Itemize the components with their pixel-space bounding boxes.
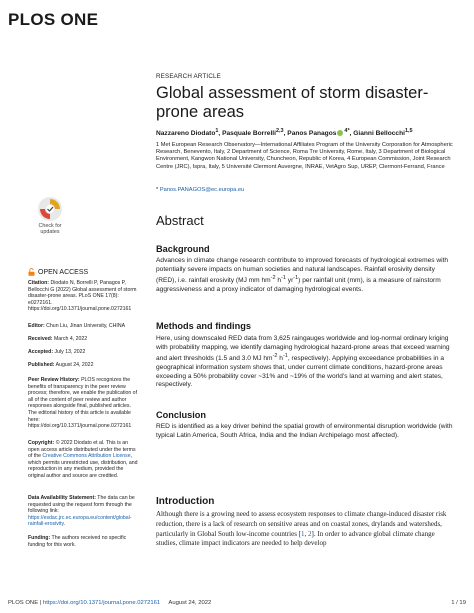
open-access-badge	[28, 268, 88, 276]
open-access-label: OPEN ACCESS	[38, 268, 89, 276]
background-heading: Background	[156, 244, 210, 254]
corresponding-email: * Panos.PANAGOS@ec.europa.eu	[156, 187, 245, 193]
author-list: Nazzareno Diodato$^1$, Pasquale Borrelli$^{2,3}$, Panos Panagos $^{4*}$, Gianni Bellocchi$^{1,5}$	[156, 128, 413, 138]
data-link[interactable]: https://esdac.jrc.ec.europa.eu/content/global-rainfall-erosivity	[28, 514, 132, 528]
data-availability: Data Availability Statement: The data can be requested using the request form through the following link: https://esdac.jrc.ec.europa.eu/content/global-rainfall-erosivity.	[28, 495, 135, 528]
license-link[interactable]: Creative Commons Attribution License	[42, 453, 131, 460]
footer-journal: PLOS ONE	[8, 600, 39, 606]
published-date: Published: August 24, 2022	[28, 362, 94, 368]
orcid-icon[interactable]	[337, 130, 343, 136]
funding: Funding: The authors received no specific funding for this work.	[28, 535, 127, 548]
journal-logo: PLOS ONE	[8, 10, 99, 29]
introduction-heading: Introduction	[156, 496, 215, 507]
peer-review-history: Peer Review History: PLOS recognizes the benefits of transparency in the peer review process; therefore, we enable the publication of all of the content of peer review and author responses alongside final, published articles. The editorial history of this article is available here: https://doi.org/10.1371/journal.pone.0272161	[28, 377, 138, 430]
email-link[interactable]: Panos.PANAGOS@ec.europa.eu	[159, 187, 245, 193]
introduction-text: Although there is a growing need to assess ecosystem responses to climate change-induced disaster risk reduction, there is a lack of research on sensitive areas and on coastal zones, drylands and watersheds, particularly in Global South low-income countries [1, 2]. In order to advance global climate change studies, climate impact indicators are needed to help develop	[156, 510, 447, 548]
reference-link[interactable]: 1	[301, 529, 305, 538]
received-date: Received: March 4, 2022	[28, 336, 88, 342]
accepted-date: Accepted: July 13, 2022	[28, 349, 86, 355]
check-for-updates-icon[interactable]	[37, 196, 63, 222]
copyright: Copyright: © 2022 Diodato et al. This is an open access article distributed under the terms of the Creative Commons Attribution License, which permits unrestricted use, distribution, and reproduction in any medium, provided the original author and source are credited.	[28, 440, 138, 479]
conclusion-text: RED is identified as a key driver behind the spatial growth of environmental disruption worldwide (with typical Latin America, South Africa, India and the Indian Archipelago most affected).	[156, 423, 453, 439]
citation: Citation: Diodato N, Borrelli P, Panagos P, Bellocchi G (2022) Global assessment of storm disaster-prone areas. PLoS ONE 17(8): e0272161. https://doi.org/10.1371/journal.pone.0272161	[28, 280, 137, 313]
methods-text: Here, using downscaled RED data from 3,625 raingauges worldwide and log-normal ordinary kriging with probability mapping, we identify damaging hydrological hazard-prone areas that exceed warning and alert thresholds (1.5 and 3.0 MJ $hm^{-2}$ $h^{-1}$, respectively). Applying exceedance probabilities in a geographical information system shows that, under current climate conditions, hazard-prone areas exceeding a 50% probability cover ~31% and ~19% of the world’s land at warning and alert states, respectively.	[156, 335, 450, 389]
methods-heading: Methods and findings	[156, 321, 251, 331]
editor: Editor: Chun Liu, Jinan University, CHINA	[28, 323, 126, 329]
check-for-updates-label[interactable]: Check for updates	[38, 223, 62, 236]
footer-doi-link[interactable]: https://doi.org/10.1371/journal.pone.0272161	[42, 600, 161, 606]
affiliations: 1 Met European Research Observatory—International Affiliates Program of the University Corporation for Atmospheric Research, Benevento, Italy, 2 Department of Science, Roma Tre University, Rome, Italy, 3 Department of Biological Environment, Kangwon National University, Chuncheon, Republic of Korea, 4 European Commission, Joint Research Centre (JRC), Ispra, Italy, 5 Université Clermont Auvergne, INRAE, VetAgro Sup, UREP, Clermont-Ferrand, France	[156, 142, 453, 170]
article-type: RESEARCH ARTICLE	[156, 73, 221, 80]
open-lock-icon	[28, 268, 35, 276]
conclusion-heading: Conclusion	[156, 410, 207, 420]
reference-link[interactable]: 2	[308, 529, 312, 538]
article-title: Global assessment of storm disaster-prone areas	[156, 84, 429, 121]
abstract-heading: Abstract	[156, 213, 204, 228]
background-text: Advances in climate change research contribute to improved forecasts of hydrological extremes with potentially severe impacts on human societies and natural landscapes. Rainfall erosivity density (RED), i.e. rainfall erosivity (MJ mm $hm^{-2}$ $h^{-1}$ $yr^{-1}$) per rainfall unit (mm), is a measure of rainstorm aggressiveness and a proxy indicator of damaging hydrological events.	[156, 257, 449, 293]
page-number: 1 / 19	[451, 600, 466, 606]
footer-date: August 24, 2022	[168, 600, 212, 606]
